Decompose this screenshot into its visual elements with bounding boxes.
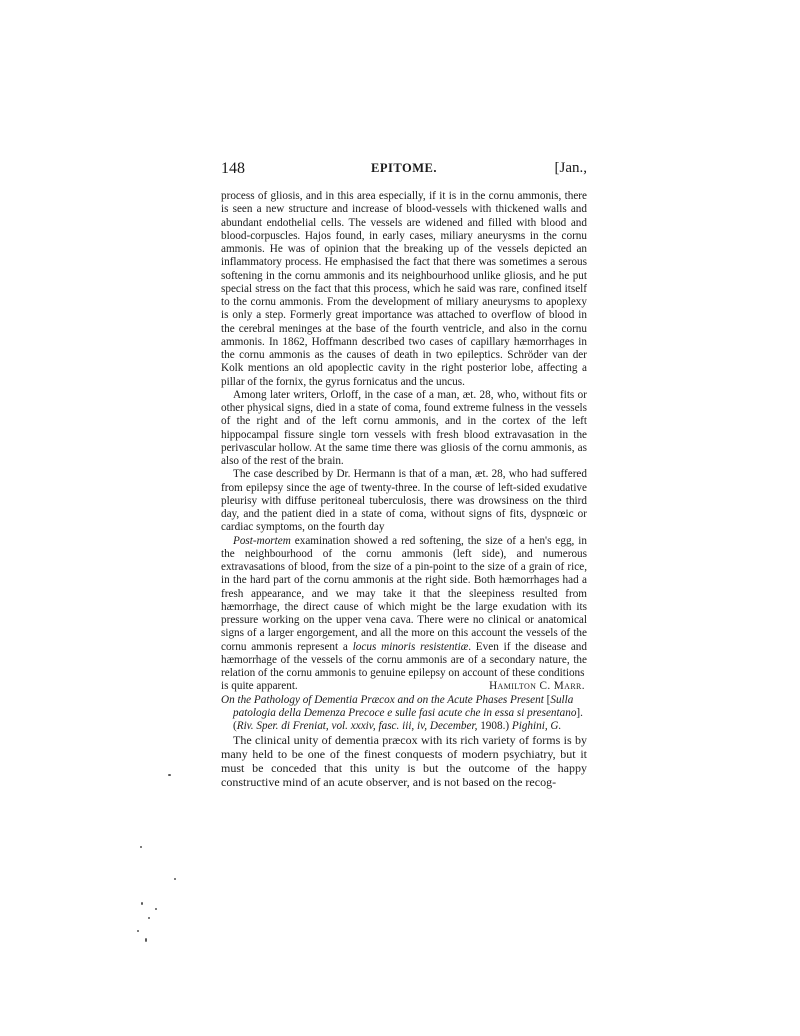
post-mortem-text-2: . Even if the disease and hæmorrhage of the vessels of the cornu ammonis are of a secondary nature, the relation of the cornu ammonis to genuine epilepsy on account of these conditions	[221, 640, 587, 679]
paragraph-dementia-praecox: The clinical unity of dementia præcox with its rich variety of forms is by many held to be one of the finest conquests of modern psychiatry, but it must be conceded that this unity is but the outcome of the happy constructive mind of an acute observer, and is not based on the recog-	[221, 733, 587, 790]
paragraph-hermann-case: The case described by Dr. Hermann is that of a man, æt. 28, who had suffered from epilepsy since the age of twenty-three. In the course of left-sided exudative pleurisy with diffuse peritoneal tuberculosis, there was drowsiness on the third day, and the patient died in a state of coma, without signs of fits, dyspnœic or cardiac symptoms, on the fourth day	[221, 468, 587, 534]
running-head: EPITOME.	[371, 161, 437, 175]
page-number: 148	[221, 160, 245, 177]
article-heading	[221, 694, 587, 734]
body-text	[221, 190, 587, 789]
article-author: Pighini, G.	[511, 720, 562, 732]
scan-speck	[155, 908, 157, 910]
scan-speck	[174, 878, 176, 880]
bracket-close: ]. (	[233, 706, 583, 732]
scan-speck	[145, 938, 147, 942]
scan-speck	[137, 930, 139, 932]
post-mortem-last-line: is quite apparent.	[221, 680, 298, 693]
bracket-open: [	[546, 693, 551, 706]
scan-speck	[148, 917, 150, 919]
publication-year: 1908.)	[477, 720, 512, 732]
article-title: On the Pathology of Dementia Præcox and on the Acute Phases Present	[221, 693, 544, 706]
scan-speck	[168, 774, 171, 776]
latin-phrase: locus minoris resistentiæ	[352, 640, 469, 653]
scan-speck	[140, 846, 142, 848]
page-header	[221, 160, 587, 182]
signature-line	[221, 680, 587, 693]
paragraph-orloff: Among later writers, Orloff, in the case of a man, æt. 28, who, without fits or other physical signs, died in a state of coma, found extreme fulness in the vessels of the right and of the left cornu ammonis, and in the cortex of the left hippocampal fissure single torn vessels with fresh blood extravasation in the perivascular hollow. At the same time there was gliosis of the cornu ammonis, as also of the rest of the brain.	[221, 388, 587, 467]
post-mortem-lead: Post-mortem	[233, 534, 291, 547]
journal-reference: Riv. Sper. di Freniat, vol. xxxiv, fasc. iii, iv, December,	[236, 720, 478, 732]
paragraph-gliosis: process of gliosis, and in this area especially, if it is in the cornu ammonis, there is seen a new structure and increase of blood-vessels with thickened walls and abundant endothelial cells. The vessels are widened and filled with blood and blood-corpuscles. Hajos found, in early cases, miliary aneurysms in the cornu ammonis. He was of opinion that the breaking up of the vessels depicted an inflammatory process. He emphasised the fact that there was sometimes a serous softening in the cornu ammonis and its neighbourhood unlike gliosis, and he put special stress on the fact that this process, which he said was rare, confined itself to the cornu ammonis. From the development of miliary aneurysms to apoplexy is only a step. Formerly great importance was attached to overflow of blood in the cerebral meninges at the base of the fourth ventricle, and also in the cornu ammonis. In 1862, Hoffmann described two cases of capillary hæmorrhages in the cornu ammonis as the causes of death in two epileptics. Schröder van der Kolk mentions an old apoplectic cavity in the right posterior lobe, affecting a pillar of the fornix, the gyrus fornicatus and the uncus.	[221, 190, 587, 388]
italian-title: Sulla patologia della Demenza Precoce e sulle fasi acute che in essa si presentano	[233, 693, 577, 719]
date-mark: [Jan.,	[554, 160, 587, 176]
post-mortem-text-1: examination showed a red softening, the size of a hen's egg, in the neighbourhood of the cornu ammonis (left side), and numerous extravasations of blood, from the size of a pin-point to the size of a grain of rice, in the hard part of the cornu ammonis at the right side. Both hæmorrhages had a fresh appearance, and we may take it that the sleepiness resulted from hæmorrhage, the direct cause of which might be the large exudation with its pressure working on the upper vena cava. There were no clinical or anatomical signs of a larger engorgement, and all the more on this account the vessels of the cornu ammonis represent a	[221, 534, 587, 653]
author-signature: Hamilton C. Marr.	[489, 680, 585, 693]
scan-speck	[141, 902, 143, 905]
paragraph-post-mortem	[221, 535, 587, 681]
